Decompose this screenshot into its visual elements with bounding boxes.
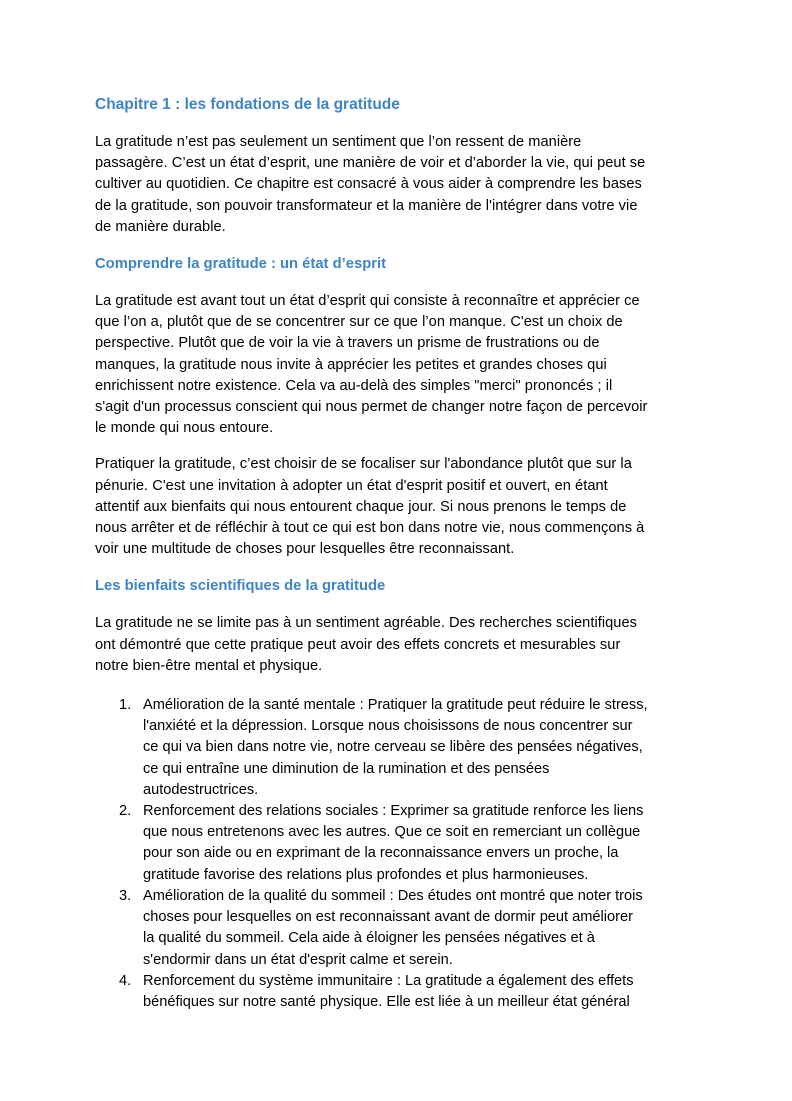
text-line: que nous entretenons avec les autres. Que ce soit en remerciant un collègue: [143, 824, 641, 841]
text-line: de manière durable.: [95, 218, 226, 235]
text-line: choses pour lesquelles on est reconnaissant avant de dormir peut améliorer: [143, 909, 633, 926]
list-item: [95, 886, 705, 971]
text-line: enrichissent notre existence. Cela va au-delà des simples "merci" prononcés ; il: [95, 377, 613, 394]
benefits-list: [95, 695, 705, 1013]
text-line: Renforcement des relations sociales : Exprimer sa gratitude renforce les liens: [143, 803, 644, 820]
text-line: notre bien-être mental et physique.: [95, 657, 323, 674]
text-line: s'agit d'un processus conscient qui nous permet de changer notre façon de percevoir: [95, 399, 648, 416]
text-line: manques, la gratitude nous invite à apprécier les petites et grandes choses qui: [95, 356, 607, 373]
list-number: 4.: [119, 972, 132, 989]
list-item: [95, 695, 705, 801]
section2-paragraph-1: [95, 613, 705, 677]
text-line: Amélioration de la santé mentale : Pratiquer la gratitude peut réduire le stress,: [143, 697, 648, 714]
text-line: La gratitude n’est pas seulement un sentiment que l’on ressent de manière: [95, 134, 582, 150]
list-number: 3.: [119, 887, 132, 904]
text-line: gratitude favorise des relations plus profondes et plus harmonieuses.: [143, 866, 589, 883]
text-line: passagère. C’est un état d’esprit, une manière de voir et d’aborder la vie, qui peut se: [95, 155, 646, 172]
section1-paragraph-2: [95, 454, 705, 560]
text-line: ont démontré que cette pratique peut avoir des effets concrets et mesurables sur: [95, 636, 621, 653]
intro-paragraph: [95, 132, 705, 238]
text-line: La gratitude est avant tout un état d’esprit qui consiste à reconnaître et apprécier ce: [95, 293, 640, 310]
text-line: attentif aux bienfaits qui nous entourent chaque jour. Si nous prenons le temps de: [95, 498, 627, 515]
text-line: que l’on a, plutôt que de se concentrer sur ce que l’on manque. C'est un choix de: [95, 314, 623, 331]
text-line: perspective. Plutôt que de voir la vie à travers un prisme de frustrations ou de: [95, 335, 600, 352]
text-line: voir une multitude de choses pour lesquelles être reconnaissant.: [95, 541, 515, 558]
text-line: ce qui entraîne une diminution de la rumination et des pensées: [143, 760, 550, 777]
text-line: Pratiquer la gratitude, c’est choisir de se focaliser sur l'abondance plutôt que sur la: [95, 456, 632, 473]
text-line: pénurie. C'est une invitation à adopter un état d'esprit positif et ouvert, en étant: [95, 477, 608, 494]
text-line: ce qui va bien dans notre vie, notre cerveau se libère des pensées négatives,: [143, 739, 643, 756]
list-item: [95, 801, 705, 886]
list-number: 1.: [119, 697, 132, 714]
text-line: la qualité du sommeil. Cela aide à éloigner les pensées négatives et à: [143, 930, 595, 947]
chapter-title: Chapitre 1 : les fondations de la gratitude: [95, 96, 400, 113]
section-heading-bienfaits: Les bienfaits scientifiques de la gratitude: [95, 578, 386, 595]
list-number: 2.: [119, 803, 132, 820]
text-line: cultiver au quotidien. Ce chapitre est consacré à vous aider à comprendre les bases: [95, 176, 642, 193]
text-line: l'anxiété et la dépression. Lorsque nous choisissons de nous concentrer sur: [143, 718, 633, 735]
text-line: bénéfiques sur notre santé physique. Elle est liée à un meilleur état général: [143, 993, 630, 1010]
section1-paragraph-1: [95, 291, 705, 439]
text-line: pour son aide ou en exprimant de la reconnaissance envers un proche, la: [143, 845, 619, 862]
text-line: Amélioration de la qualité du sommeil : Des études ont montré que noter trois: [143, 887, 643, 904]
text-line: de la gratitude, son pouvoir transformateur et la manière de l'intégrer dans votre vie: [95, 197, 638, 214]
text-line: Renforcement du système immunitaire : La gratitude a également des effets: [143, 972, 634, 989]
list-item: [95, 971, 705, 1013]
text-line: nous arrêter et de réfléchir à tout ce qui est bon dans notre vie, nous commençons à: [95, 520, 645, 537]
document-page: [95, 94, 705, 1013]
text-line: autodestructrices.: [143, 781, 259, 798]
text-line: le monde qui nous entoure.: [95, 420, 274, 437]
text-line: s'endormir dans un état d'esprit calme et serein.: [143, 951, 453, 968]
section-heading-comprendre: Comprendre la gratitude : un état d’esprit: [95, 256, 387, 273]
text-line: La gratitude ne se limite pas à un sentiment agréable. Des recherches scientifiques: [95, 615, 637, 632]
